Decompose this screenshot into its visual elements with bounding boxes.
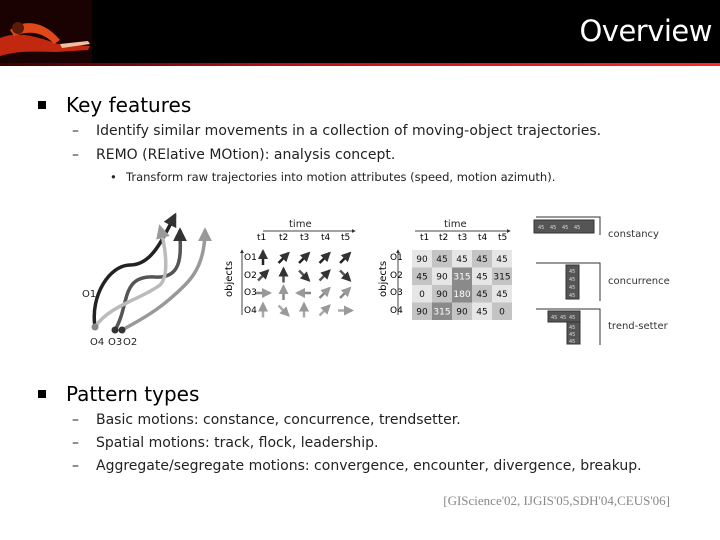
motion-arrow-icon	[340, 253, 350, 263]
motion-arrow-icon	[320, 253, 330, 263]
section-heading-key-features: Key features	[38, 93, 191, 117]
object-label: O2	[244, 271, 257, 281]
section-heading-pattern-types: Pattern types	[38, 382, 199, 406]
objects-axis-label: objects	[224, 260, 235, 297]
objects-axis-label: objects	[378, 260, 389, 297]
matrix-value: 180	[453, 290, 471, 300]
slide-title: Overview	[579, 14, 712, 48]
arrow-cells	[256, 251, 352, 318]
matrix-value: 45	[476, 272, 488, 283]
matrix-value: 45	[456, 255, 468, 265]
pattern-number: 45	[569, 277, 576, 283]
square-bullet-icon	[38, 101, 46, 109]
matrix-value: 90	[416, 255, 428, 265]
time-tick: t2	[439, 233, 449, 243]
matrix-value: 0	[499, 307, 505, 318]
motion-arrow-icon	[299, 253, 309, 263]
matrix-value: 0	[419, 290, 425, 300]
pattern-label-constancy: constancy	[608, 229, 659, 240]
key-feature-item: – REMO (RElative MOtion): analysis concept.	[72, 147, 396, 163]
object-label: O3	[244, 288, 257, 298]
pattern-number: 45	[569, 325, 576, 331]
azimuth-matrix	[378, 219, 512, 320]
pattern-label-concurrence: concurrence	[608, 276, 670, 287]
pattern-number: 45	[562, 225, 569, 231]
pattern-number: 45	[569, 285, 576, 291]
matrix-value: 45	[436, 255, 448, 265]
matrix-value: 45	[496, 255, 508, 265]
matrix-value: 45	[476, 290, 488, 300]
object-label: O1	[244, 253, 257, 263]
key-feature-item: – Identify similar movements in a collection of moving-object trajectories.	[72, 123, 602, 139]
key-feature-subitem: • Transform raw trajectories into motion attributes (speed, motion azimuth).	[110, 170, 556, 184]
trajectory-label: O2	[123, 337, 138, 348]
matrix-value: 315	[433, 307, 451, 318]
slide-header	[0, 0, 720, 66]
matrix-value: 45	[476, 255, 488, 265]
matrix-value: 90	[416, 307, 428, 318]
matrix-value: 45	[416, 272, 428, 283]
motion-arrow-icon	[340, 271, 350, 281]
pattern-number: 45	[574, 225, 581, 231]
time-tick: t1	[420, 233, 430, 243]
motion-arrow-icon	[320, 271, 330, 281]
pattern-number: 45	[551, 315, 558, 321]
time-tick: t3	[300, 233, 310, 243]
trajectory-label: O4	[90, 337, 105, 348]
pattern-examples	[534, 217, 670, 345]
object-label: O3	[390, 288, 403, 298]
pattern-number: 45	[569, 293, 576, 299]
motion-arrow-icon	[320, 306, 330, 316]
dancer-photo	[0, 0, 92, 63]
pattern-number: 45	[569, 339, 576, 345]
pattern-number: 45	[569, 332, 576, 338]
time-tick: t5	[341, 233, 351, 243]
pattern-type-item: – Aggregate/segregate motions: convergence, encounter, divergence, breakup.	[72, 458, 642, 474]
motion-arrow-icon	[258, 271, 268, 281]
time-tick: t4	[321, 233, 331, 243]
motion-arrow-icon	[279, 306, 289, 316]
pattern-label-trendsetter: trend-setter	[608, 321, 668, 332]
header-accent-line	[0, 63, 720, 66]
time-tick: t2	[279, 233, 289, 243]
matrix-cells	[412, 250, 512, 320]
motion-arrow-icon	[299, 271, 309, 281]
object-label: O4	[390, 306, 403, 316]
object-label: O4	[244, 306, 257, 316]
time-tick: t1	[257, 233, 267, 243]
trajectory-label: O1	[82, 289, 97, 300]
object-label: O2	[390, 271, 403, 281]
time-label: time	[289, 219, 312, 230]
object-label: O1	[390, 253, 403, 263]
trajectory-label: O3	[108, 337, 123, 348]
square-bullet-icon	[38, 390, 46, 398]
matrix-value: 45	[476, 307, 488, 318]
time-label: time	[444, 219, 467, 230]
matrix-value: 315	[453, 272, 471, 283]
matrix-value: 90	[436, 272, 448, 283]
pattern-number: 45	[538, 225, 545, 231]
pattern-number: 45	[569, 315, 576, 321]
trajectory-sketch	[82, 215, 205, 348]
pattern-number: 45	[550, 225, 557, 231]
pattern-number: 45	[569, 269, 576, 275]
motion-arrow-icon	[279, 253, 289, 263]
time-tick: t4	[478, 233, 488, 243]
reference-citation: [GIScience'02, IJGIS'05,SDH'04,CEUS'06]	[443, 493, 670, 508]
pattern-number: 45	[560, 315, 567, 321]
motion-arrow-grid	[224, 219, 355, 318]
matrix-value: 90	[456, 307, 468, 318]
remo-figure	[70, 205, 670, 365]
time-tick: t3	[458, 233, 468, 243]
pattern-type-item: – Spatial motions: track, flock, leadership.	[72, 435, 379, 451]
matrix-value: 90	[436, 290, 448, 300]
pattern-type-item: – Basic motions: constance, concurrence, trendsetter.	[72, 412, 461, 428]
matrix-value: 315	[493, 272, 511, 283]
motion-arrow-icon	[340, 288, 350, 298]
time-tick: t5	[498, 233, 508, 243]
matrix-value: 45	[496, 290, 508, 300]
motion-arrow-icon	[320, 288, 330, 298]
